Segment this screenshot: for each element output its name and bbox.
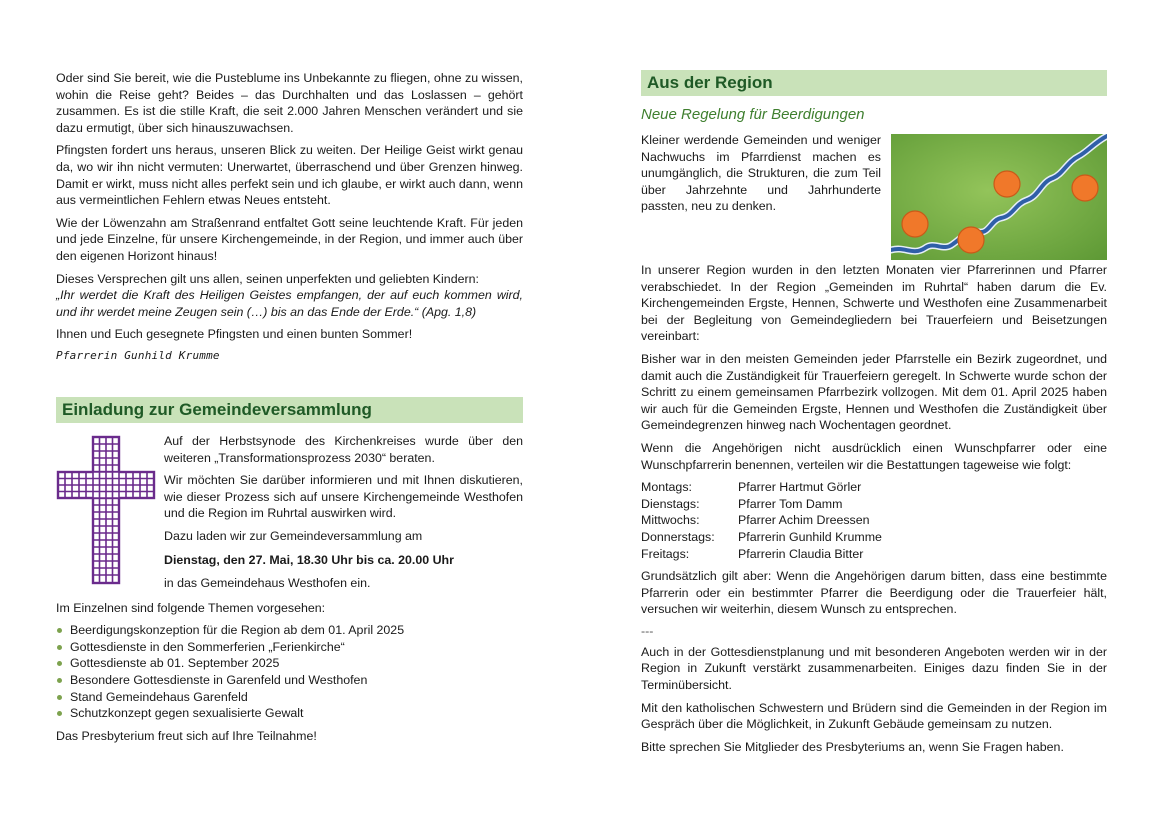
topics-intro: Im Einzelnen sind folgende Themen vorgesehen:: [56, 600, 326, 615]
paragraph-dandelion: Oder sind Sie bereit, wie die Pusteblume ins Unbekannte zu fliegen, ohne zu wissen, wohin die Reise geht? Beides – das Durchhalten und das Loslassen – gehört zusammen. Es ist die stille Kraft, die seit 2.000 Jahren Menschen verändert und sie dazu ermutigt, über sich hinauszuwachsen.: [56, 71, 523, 135]
paragraph-pentecost: Pfingsten fordert uns heraus, unseren Blick zu weiten. Der Heilige Geist wirkt genau da, wo wir ihn nicht vermuten: Unerwartet, überraschend und über Grenzen hinweg. Damit er wirkt, muss nicht alles perfekt sein und ich glaube, er wirkt auch dann, wenn aus vermeintlichen Fehlern etwas Neues entsteht.: [56, 143, 523, 208]
separator: ---: [641, 623, 654, 638]
region-p8: Bitte sprechen Sie Mitglieder des Presbyteriums an, wenn Sie Fragen haben.: [641, 739, 1064, 754]
bullet-icon: [57, 678, 62, 683]
table-row: Dienstags: Pfarrer Tom Damm: [641, 496, 843, 511]
region-p4: Wenn die Angehörigen nicht ausdrücklich einen Wunschpfarrer oder eine Wunschpfarrerin benennen, verteilen wir die Bestattungen tageweise wie folgt:: [641, 440, 1107, 472]
signature: Pfarrerin Gunhild Krumme: [56, 348, 220, 362]
region-intro: [641, 132, 1107, 260]
invite-place: in das Gemeindehaus Westhofen ein.: [164, 576, 371, 591]
region-map: [891, 134, 1107, 260]
bible-quote: „Ihr werdet die Kraft des Heiligen Geistes empfangen, der auf euch kommen wird, und ihr werdet meine Zeugen sein (…) bis an das Ende der Erde.“ (Apg. 1,8): [56, 288, 523, 319]
invite-section: [56, 397, 523, 745]
paragraph-promise: Dieses Versprechen gilt uns allen, seinen unperfekten und geliebten Kindern:: [56, 271, 479, 286]
topics-list: [56, 622, 523, 722]
list-item: Besondere Gottesdienste in Garenfeld und Westhofen: [56, 672, 523, 689]
bullet-icon: [57, 711, 62, 716]
list-item: Gottesdienste in den Sommerferien „Ferienkirche“: [56, 639, 523, 656]
invite-closing: Das Presbyterium freut sich auf Ihre Teilnahme!: [56, 728, 317, 743]
list-item: Beerdigungskonzeption für die Region ab dem 01. April 2025: [56, 622, 523, 639]
region-p7: Mit den katholischen Schwestern und Brüdern sind die Gemeinden in der Region im Gespräch über die Möglichkeit, in Zukunft Gebäude gemeinsam zu nutzen.: [641, 700, 1107, 732]
paragraph-gods-power: Wie der Löwenzahn am Straßenrand entfaltet Gott seine leuchtende Kraft. Für jeden und jede Einzelne, für unsere Kirchengemeinde, in der Region, und immer auch über den eigenen Horizont hinaus!: [56, 215, 523, 263]
cross-icon: [56, 433, 164, 598]
table-row: Mittwochs: Pfarrer Achim Dreessen: [641, 513, 870, 528]
region-intro-p2: In unserer Region wurden in den letzten Monaten vier Pfarrerinnen und Pfarrer verabschiedet. In der Region „Gemeinden im Ruhrtal“ haben darum die Ev. Kirchengemeinden Ergste, Hennen, Schwerte und Westhofen eine Zusammenarbeit bei der Begleitung von Gemeindegliedern bei Trauerfeiern und Beisetzungen vereinbart:: [641, 263, 1107, 344]
region-intro-p1: Kleiner werdende Gemeinden und weniger Nachwuchs im Pfarrdienst machen es unumgänglich, die Strukturen, die zum Teil über Jahrzehnte und Jahrhunderte passten, neu zu denken.: [641, 133, 881, 214]
list-item: Gottesdienste ab 01. September 2025: [56, 655, 523, 672]
right-column: [641, 70, 1107, 761]
table-row: Montags: Pfarrer Hartmut Görler: [641, 480, 862, 495]
bullet-icon: [57, 645, 62, 650]
invite-synod: Auf der Herbstsynode des Kirchenkreises wurde über den weiteren „Transformationsprozess 2030“ beraten.: [164, 433, 523, 465]
bullet-icon: [57, 661, 62, 666]
region-p3: Bisher war in den meisten Gemeinden jeder Pfarrstelle ein Bezirk zugeordnet, und damit auch die Zuständigkeit für Trauerfeiern geregelt. In Schwerte wurde schon der Schritt zu einem gemeinsamen Pfarrbezirk vollzogen. Mit dem 01. April 2025 haben wir auch für die Gemeinden Ergste, Hennen und Westhofen die Zuständigkeit über Gemeindegrenzen hinweg nach Wochentagen geordnet.: [641, 351, 1107, 433]
invite-date: Dienstag, den 27. Mai, 18.30 Uhr bis ca. 20.00 Uhr: [164, 553, 454, 568]
invite-title: Einladung zur Gemeindeversammlung: [56, 397, 523, 423]
bullet-icon: [57, 628, 62, 633]
region-p5: Grundsätzlich gilt aber: Wenn die Angehörigen darum bitten, dass eine bestimmte Pfarrerin oder ein bestimmter Pfarrer die Beerdigung oder die Trauerfeier hält, versuchen wir weiterhin, diesem Wunsch zu entsprechen.: [641, 569, 1107, 617]
invite-invitation: Dazu laden wir zur Gemeindeversammlung am: [164, 528, 423, 543]
invite-text: [164, 433, 523, 598]
bullet-icon: [57, 695, 62, 700]
greeting: Ihnen und Euch gesegnete Pfingsten und einen bunten Sommer!: [56, 327, 413, 342]
region-subtitle: Neue Regelung für Beerdigungen: [641, 106, 865, 123]
invite-body: [56, 433, 523, 598]
region-p6: Auch in der Gottesdienstplanung und mit besonderen Angeboten werden wir in der Region in Zukunft verstärkt zusammenarbeiten. Einiges dazu finden Sie in der Terminübersicht.: [641, 644, 1107, 693]
table-row: Freitags: Pfarrerin Claudia Bitter: [641, 546, 864, 561]
region-title: Aus der Region: [641, 70, 1107, 96]
list-item: Schutzkonzept gegen sexualisierte Gewalt: [56, 705, 523, 722]
table-row: Donnerstags: Pfarrerin Gunhild Krumme: [641, 529, 882, 544]
invite-inform: Wir möchten Sie darüber informieren und mit Ihnen diskutieren, wie dieser Prozess sich auf unsere Kirchengemeinde Westhofen und die Region im Ruhrtal auswirken wird.: [164, 473, 523, 521]
left-column: [56, 70, 523, 750]
funeral-schedule: [641, 479, 882, 562]
list-item: Stand Gemeindehaus Garenfeld: [56, 689, 523, 706]
